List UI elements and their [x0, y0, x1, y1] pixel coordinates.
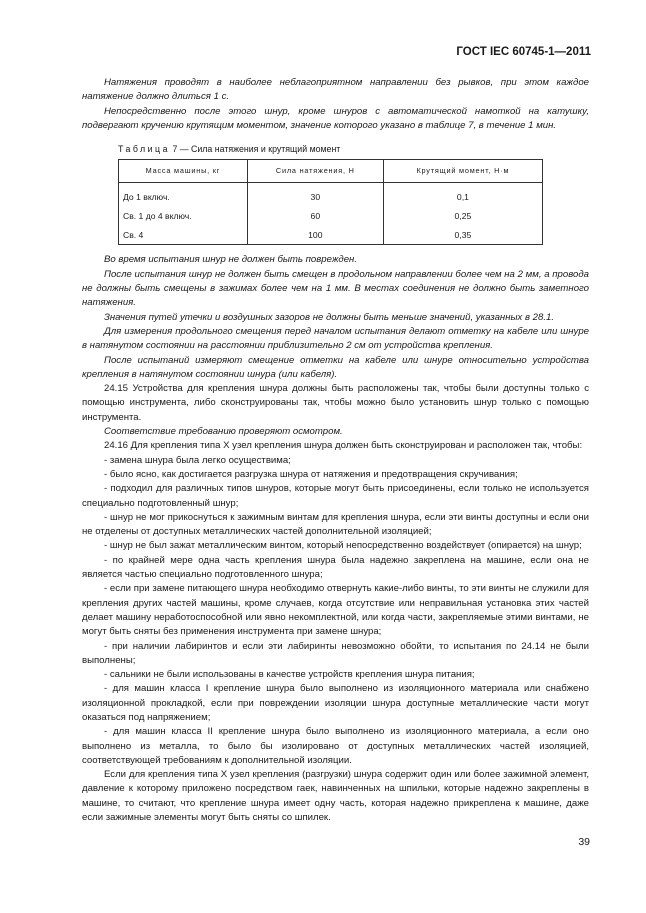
- paragraph: После испытания шнур не должен быть смещен в продольном направлении более чем на 2 мм, а провода не должны быть смещены в зажимах более чем на 1 мм. В местах соединения не должно быть заметного натяжения.: [82, 268, 589, 309]
- page-number: 39: [578, 836, 590, 848]
- table-cell: 100: [247, 225, 383, 245]
- table-cell: 30: [247, 183, 383, 207]
- paragraph: - шнур не был зажат металлическим винтом, который непосредственно воздействует (опирается) на шнур;: [104, 540, 582, 552]
- table-row: [119, 206, 543, 225]
- table-header-cell: Масса машины, кг: [119, 160, 248, 183]
- paragraph: - шнур не мог прикоснуться к зажимным винтам для крепления шнура, если эти винты доступны и если они не отделены от доступных металлических частей дополнительной изоляцией;: [82, 511, 589, 538]
- table-row: [119, 225, 543, 245]
- table-header-cell: Крутящий момент, Н·м: [383, 160, 542, 183]
- paragraph: 24.15 Устройства для крепления шнура должны быть расположены так, чтобы были доступны только с помощью инструмента, либо сконструированы так, чтобы можно было установить шнур только с помощью инструмента.: [82, 383, 589, 423]
- paragraph: - при наличии лабиринтов и если эти лабиринты невозможно обойти, то испытания по 24.14 не были выполнены;: [82, 640, 589, 666]
- table-cell: 0,25: [383, 206, 542, 225]
- paragraph: - замена шнура была легко осуществима;: [104, 454, 291, 466]
- table-cell: Св. 1 до 4 включ.: [119, 206, 248, 225]
- table-cell: 60: [247, 206, 383, 225]
- document-body: [82, 76, 589, 825]
- table-cell: 0,1: [383, 183, 542, 207]
- paragraph: Во время испытания шнур не должен быть поврежден.: [104, 254, 358, 266]
- paragraph: - подходил для различных типов шнуров, которые могут быть присоединены, если только не используется специально подготовленный шнур;: [82, 483, 589, 509]
- paragraph: - для машин класса II крепление шнура было выполнено из изоляционного материала, а если оно выполнено из металла, то было бы изолировано от доступных металлических частей изоляцией, соответствующей требованиям к дополнительной изоляции.: [82, 726, 589, 766]
- paragraph: - по крайней мере одна часть крепления шнура была надежно закреплена на машине, если она не является частью специально подготовленного шнура;: [82, 554, 589, 581]
- table-caption-label: Таблица: [118, 144, 170, 155]
- paragraph: 24.16 Для крепления типа X узел крепления шнура должен быть сконструирован и расположен так, чтобы:: [104, 440, 583, 452]
- paragraph: - сальники не были использованы в качестве устройств крепления шнура питания;: [104, 669, 475, 681]
- paragraph: - для машин класса I крепление шнура было выполнено из изоляционного материала или снабжено изоляционной прокладкой, если при повреждении изоляции шнура доступные металлические части могут оказаться под напряжением;: [82, 683, 589, 723]
- paragraph: Значения путей утечки и воздушных зазоров не должны быть меньше значений, указанных в 28.1.: [104, 311, 555, 323]
- table-caption-text: 7 — Сила натяжения и крутящий момент: [170, 144, 341, 155]
- table-row: [119, 183, 543, 207]
- table-caption: [118, 142, 589, 156]
- table-cell: До 1 включ.: [119, 183, 248, 207]
- paragraph: Соответствие требованию проверяют осмотром.: [104, 426, 343, 438]
- paragraph: Натяжения проводят в наиболее неблагоприятном направлении без рывков, при этом каждое натяжение должно длиться 1 с.: [82, 77, 589, 103]
- paragraph: Для измерения продольного смещения перед началом испытания делают отметку на кабеле или шнуре в натянутом состоянии на расстоянии приблизительно 2 см от устройства крепления.: [82, 325, 589, 352]
- paragraph: - было ясно, как достигается разгрузка шнура от натяжения и предотвращения скручивания;: [104, 468, 518, 480]
- paragraph: После испытаний измеряют смещение отметки на кабеле или шнуре относительно устройства крепления в натянутом состоянии шнура (или кабеля).: [82, 354, 589, 380]
- paragraph: Непосредственно после этого шнур, кроме шнуров с автоматической намоткой на катушку, подвергают кручению крутящим моментом, значение которого указано в таблице 7, в течение 1 мин.: [82, 105, 589, 131]
- paragraph: Если для крепления типа X узел крепления (разгрузки) шнура содержит один или более зажимной элемент, давление к которому приложено посредством гаек, навинченных на шпильки, которые надежно закреплены в машине, то считают, что крепление шнура имеет одну часть, которая надежно прикреплена к машине, даже если зажимные элементы могут быть сняты со шпилек.: [82, 769, 589, 824]
- table-cell: Св. 4: [119, 225, 248, 245]
- tension-torque-table: [118, 159, 543, 245]
- table-header-cell: Сила натяжения, Н: [247, 160, 383, 183]
- table-cell: 0,35: [383, 225, 542, 245]
- paragraph: - если при замене питающего шнура необходимо отвернуть какие-либо винты, то эти винты не служили для крепления других частей машины, кроме случаев, когда отсутствие или неправильная установка этих частей делает машину неработоспособной или явно некомплектной, или когда части, закрепляемые этими винтами, не могут быть сняты без применения инструмента при замене шнура;: [82, 583, 589, 638]
- page-header: ГОСТ IEC 60745-1—2011: [456, 46, 591, 58]
